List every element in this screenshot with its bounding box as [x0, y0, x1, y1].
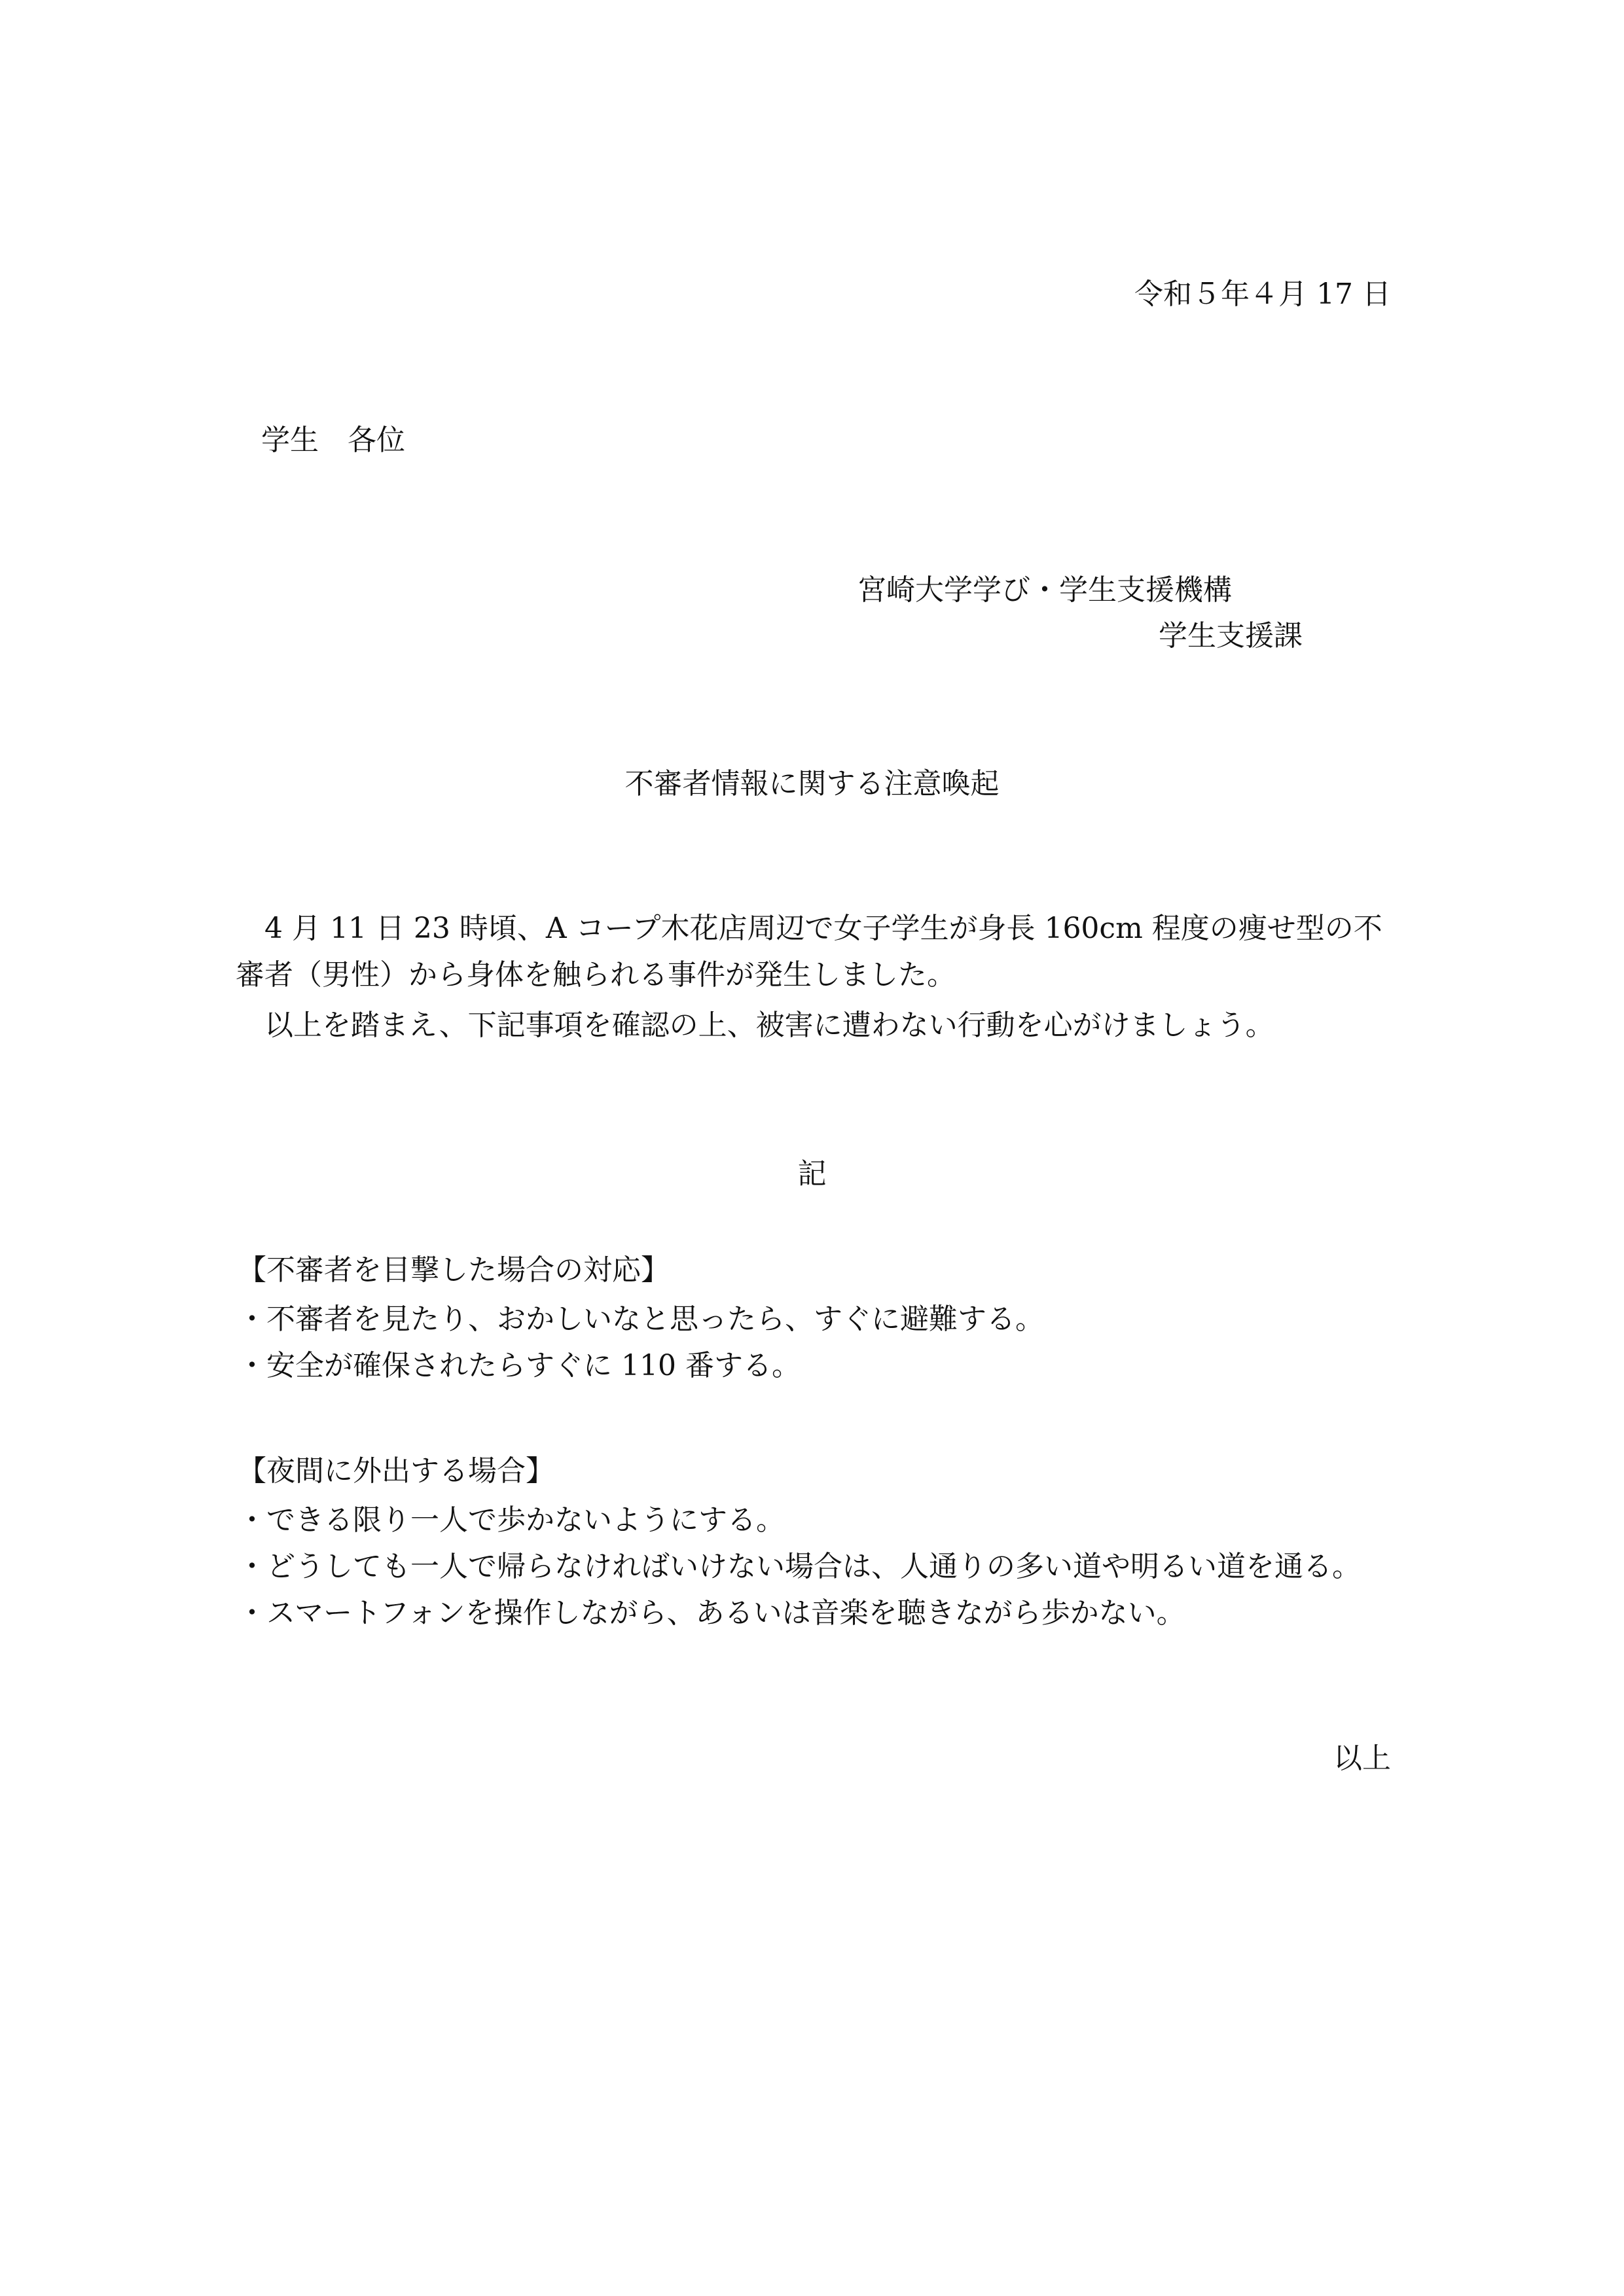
list-item-text: どうしても一人で帰らなければいけない場合は、人通りの多い道や明るい道を通る。 [266, 1550, 1361, 1583]
document-date: 令和５年４月 17 日 [1134, 278, 1391, 311]
guidance-paragraph: 以上を踏まえ、下記事項を確認の上、被害に遭わない行動を心がけましょう。 [264, 1009, 1274, 1042]
list-item [238, 1296, 1409, 1342]
list-item-text: 安全が確保されたらすぐに 110 番する。 [266, 1349, 801, 1382]
issuer-organization: 宮崎大学学び・学生支援機構 [857, 573, 1232, 607]
list-item [238, 1342, 1409, 1389]
bullet-mark: ・ [238, 1550, 266, 1583]
list-item [238, 1497, 1409, 1543]
night-outing-list [238, 1497, 1409, 1636]
issuer-department: 学生支援課 [1159, 619, 1303, 653]
sighting-response-list [238, 1296, 1409, 1389]
list-item-text: スマートフォンを操作しながら、あるいは音楽を聴きながら歩かない。 [266, 1596, 1185, 1630]
list-item [238, 1590, 1409, 1636]
bullet-mark: ・ [238, 1503, 266, 1537]
list-item-text: できる限り一人で歩かないようにする。 [266, 1503, 785, 1537]
bullet-mark: ・ [238, 1349, 266, 1382]
list-item [238, 1543, 1409, 1590]
list-item-text: 不審者を見たり、おかしいなと思ったら、すぐに避難する。 [266, 1302, 1044, 1336]
incident-paragraph: 4 月 11 日 23 時頃、A コープ木花店周辺で女子学生が身長 160cm 程度の痩せ型の不審者（男性）から身体を触られる事件が発生しました。 [236, 912, 1382, 992]
bullet-mark: ・ [238, 1596, 266, 1630]
section-heading-night-outing: 【夜間に外出する場合】 [238, 1454, 554, 1488]
document-title: 不審者情報に関する注意喚起 [624, 767, 1000, 800]
bullet-mark: ・ [238, 1302, 266, 1336]
section-heading-sighting: 【不審者を目撃した場合の対応】 [238, 1253, 670, 1287]
ki-heading: 記 [797, 1157, 827, 1191]
closing-mark: 以上 [1333, 1742, 1391, 1775]
addressee: 学生 各位 [261, 423, 405, 457]
